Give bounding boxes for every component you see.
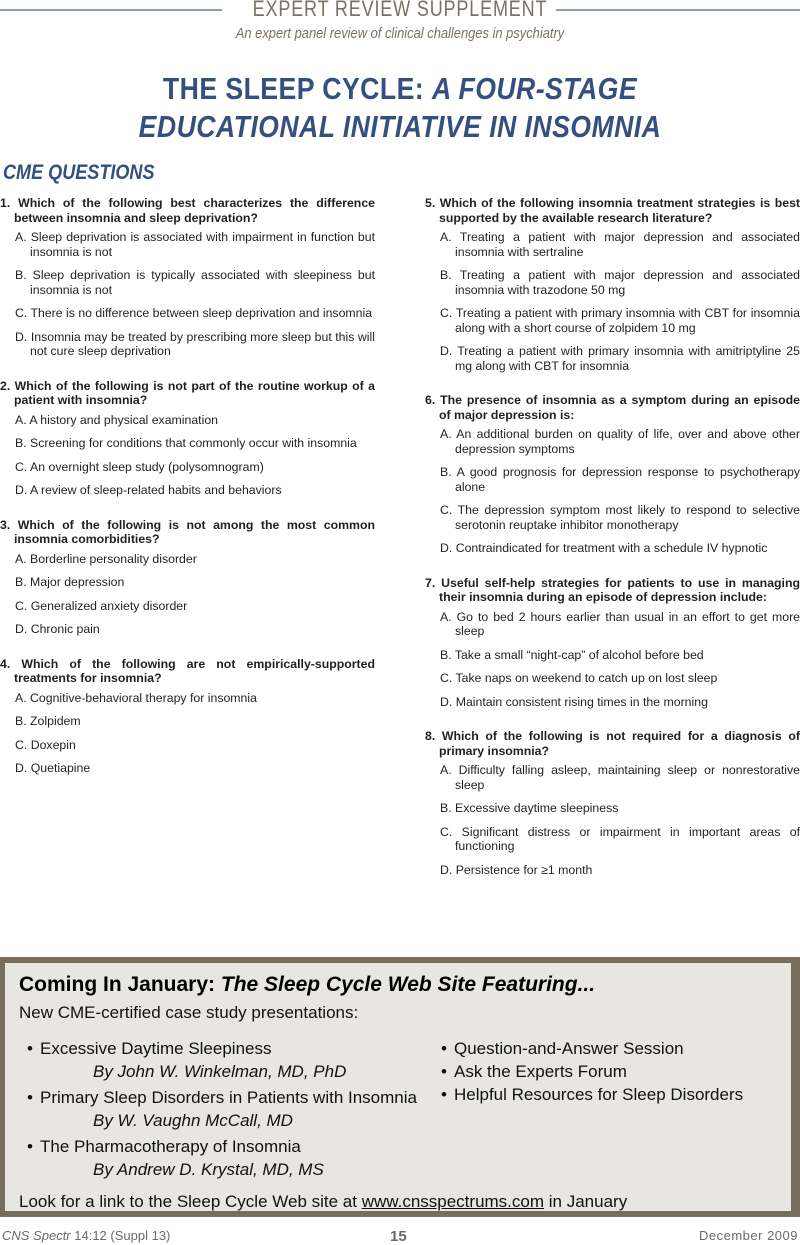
option-c: C. Take naps on weekend to catch up on lost sleep [440,671,718,685]
question-8 [425,729,800,877]
question-stem: 4. Which of the following are not empirically-supported treatments for insomnia? [0,656,375,685]
presentation-item [27,1086,447,1132]
questions-left-column [0,196,375,796]
option-a: A. Cognitive-behavioral therapy for insomnia [15,690,257,705]
promo-features-list [441,1037,781,1106]
bullet-icon: • [441,1062,447,1081]
supplement-header [0,0,800,22]
option-a: A. Sleep deprivation is associated with impairment in function but insomnia is not [15,230,375,259]
option-a: A. Borderline personality disorder [15,551,197,566]
page-number: 15 [390,1228,407,1245]
header-rule-right [556,9,800,11]
page-footer [0,1228,800,1244]
feature-label: Question-and-Answer Session [454,1039,684,1058]
option-c: C. Doxepin [15,737,76,752]
option-b: B. A good prognosis for depression response to psychotherapy alone [440,465,800,494]
question-stem: 5. Which of the following insomnia treatment strategies is best supported by the available research literature? [425,196,800,225]
option-d: D. Insomnia may be treated by prescribing more sleep but this will not cure sleep deprivation [15,329,375,358]
bullet-icon: • [27,1039,33,1058]
option-d: D. Chronic pain [15,622,100,636]
option-a: A. Go to bed 2 hours earlier than usual in an effort to get more sleep [440,609,800,638]
option-a: A. An additional burden on quality of life, over and above other depression symptoms [440,427,800,456]
presentation-title: The Pharmacotherapy of Insomnia [40,1137,301,1156]
option-c: C. Generalized anxiety disorder [15,598,188,613]
option-d: D. Treating a patient with primary insomnia with amitriptyline 25 mg along with CBT for insomnia [440,344,800,373]
question-stem: 3. Which of the following is not among the most common insomnia comorbidities? [0,517,375,546]
section-heading: CME QUESTIONS [3,161,155,184]
presentation-title: Primary Sleep Disorders in Patients with Insomnia [40,1088,417,1107]
option-d: D. Maintain consistent rising times in the morning [440,694,708,709]
option-a: A. A history and physical examination [15,412,219,427]
supplement-subtitle: An expert panel review of clinical challenges in psychiatry [235,25,565,42]
question-3 [0,518,375,637]
title-plain: THE SLEEP CYCLE: [162,71,425,106]
option-b: B. Major depression [15,575,125,589]
presentation-title: Excessive Daytime Sleepiness [40,1039,272,1058]
presentation-item [27,1135,447,1181]
promo-title [19,973,595,997]
feature-item [441,1060,781,1083]
question-4 [0,657,375,776]
option-b: B. Treating a patient with major depression and associated insomnia with trazodone 50 mg [440,268,800,297]
bullet-icon: • [27,1088,33,1107]
presentation-author: By Andrew D. Krystal, MD, MS [93,1160,324,1179]
option-b: B. Excessive daytime sleepiness [440,801,619,815]
promo-footer [19,1192,627,1212]
option-c: C. Treating a patient with primary insomnia with CBT for insomnia along with a short course of zolpidem 10 mg [440,306,800,335]
promo-title-plain: Coming In January: [19,973,216,996]
journal-citation [2,1228,170,1243]
option-a: A. Treating a patient with major depression and associated insomnia with sertraline [440,230,800,259]
bullet-icon: • [27,1137,33,1156]
presentation-author: By W. Vaughn McCall, MD [93,1111,293,1130]
presentation-item [27,1037,447,1083]
question-stem: 8. Which of the following is not required for a diagnosis of primary insomnia? [425,729,800,758]
promo-footer-before: Look for a link to the Sleep Cycle Web site at [19,1192,362,1211]
question-1 [0,196,375,359]
question-7 [425,576,800,710]
question-stem: 1. Which of the following best characterizes the difference between insomnia and sleep deprivation? [0,196,375,225]
website-link[interactable]: www.cnsspectrums.com [361,1192,545,1211]
web-site-promo-box [0,957,800,1217]
promo-subtitle: New CME-certified case study presentations: [19,1003,359,1022]
presentation-author: By John W. Winkelman, MD, PhD [93,1062,347,1081]
question-5 [425,196,800,373]
feature-label: Ask the Experts Forum [454,1062,627,1081]
feature-label: Helpful Resources for Sleep Disorders [454,1085,744,1104]
promo-presentations-list [27,1037,447,1184]
option-c: C. Significant distress or impairment in important areas of functioning [440,824,800,853]
feature-item [441,1083,781,1106]
feature-item [441,1037,781,1060]
question-stem: 6. The presence of insomnia as a symptom during an episode of major depression is: [425,393,800,422]
question-stem: 7. Useful self-help strategies for patients to use in managing their insomnia during an episode of depression include: [425,575,800,604]
bullet-icon: • [441,1085,447,1104]
issue-date: December 2009 [699,1228,798,1243]
option-b: B. Screening for conditions that commonly occur with insomnia [15,436,357,450]
option-a: A. Difficulty falling asleep, maintaining sleep or nonrestorative sleep [440,763,800,792]
option-d: D. Quetiapine [15,761,91,775]
option-c: C. There is no difference between sleep deprivation and insomnia [15,306,373,320]
option-b: B. Zolpidem [15,714,81,728]
promo-footer-after: in January [544,1192,628,1211]
option-d: D. A review of sleep-related habits and behaviors [15,483,282,497]
title-italic-2: EDUCATIONAL INITIATIVE IN INSOMNIA [138,109,662,144]
page-title [56,70,744,146]
questions-right-column [425,196,800,897]
option-b: B. Sleep deprivation is typically associated with sleepiness but insomnia is not [15,268,375,297]
option-d: D. Persistence for ≥1 month [440,862,593,877]
option-b: B. Take a small “night-cap” of alcohol before bed [440,647,704,662]
question-2 [0,379,375,498]
option-c: C. The depression symptom most likely to respond to selective serotonin reuptake inhibitor monotherapy [440,503,800,532]
bullet-icon: • [441,1039,447,1058]
option-c: C. An overnight sleep study (polysomnogram) [15,459,264,474]
promo-title-italic: The Sleep Cycle Web Site Featuring... [220,973,596,996]
question-6 [425,393,800,556]
journal-name: CNS Spectr [2,1228,71,1243]
question-stem: 2. Which of the following is not part of the routine workup of a patient with insomnia? [0,378,375,407]
title-italic-1: A FOUR-STAGE [431,71,638,106]
option-d: D. Contraindicated for treatment with a schedule IV hypnotic [440,541,768,555]
citation-volume: 14:12 (Suppl 13) [70,1228,171,1243]
supplement-label: EXPERT REVIEW SUPPLEMENT [252,0,548,21]
